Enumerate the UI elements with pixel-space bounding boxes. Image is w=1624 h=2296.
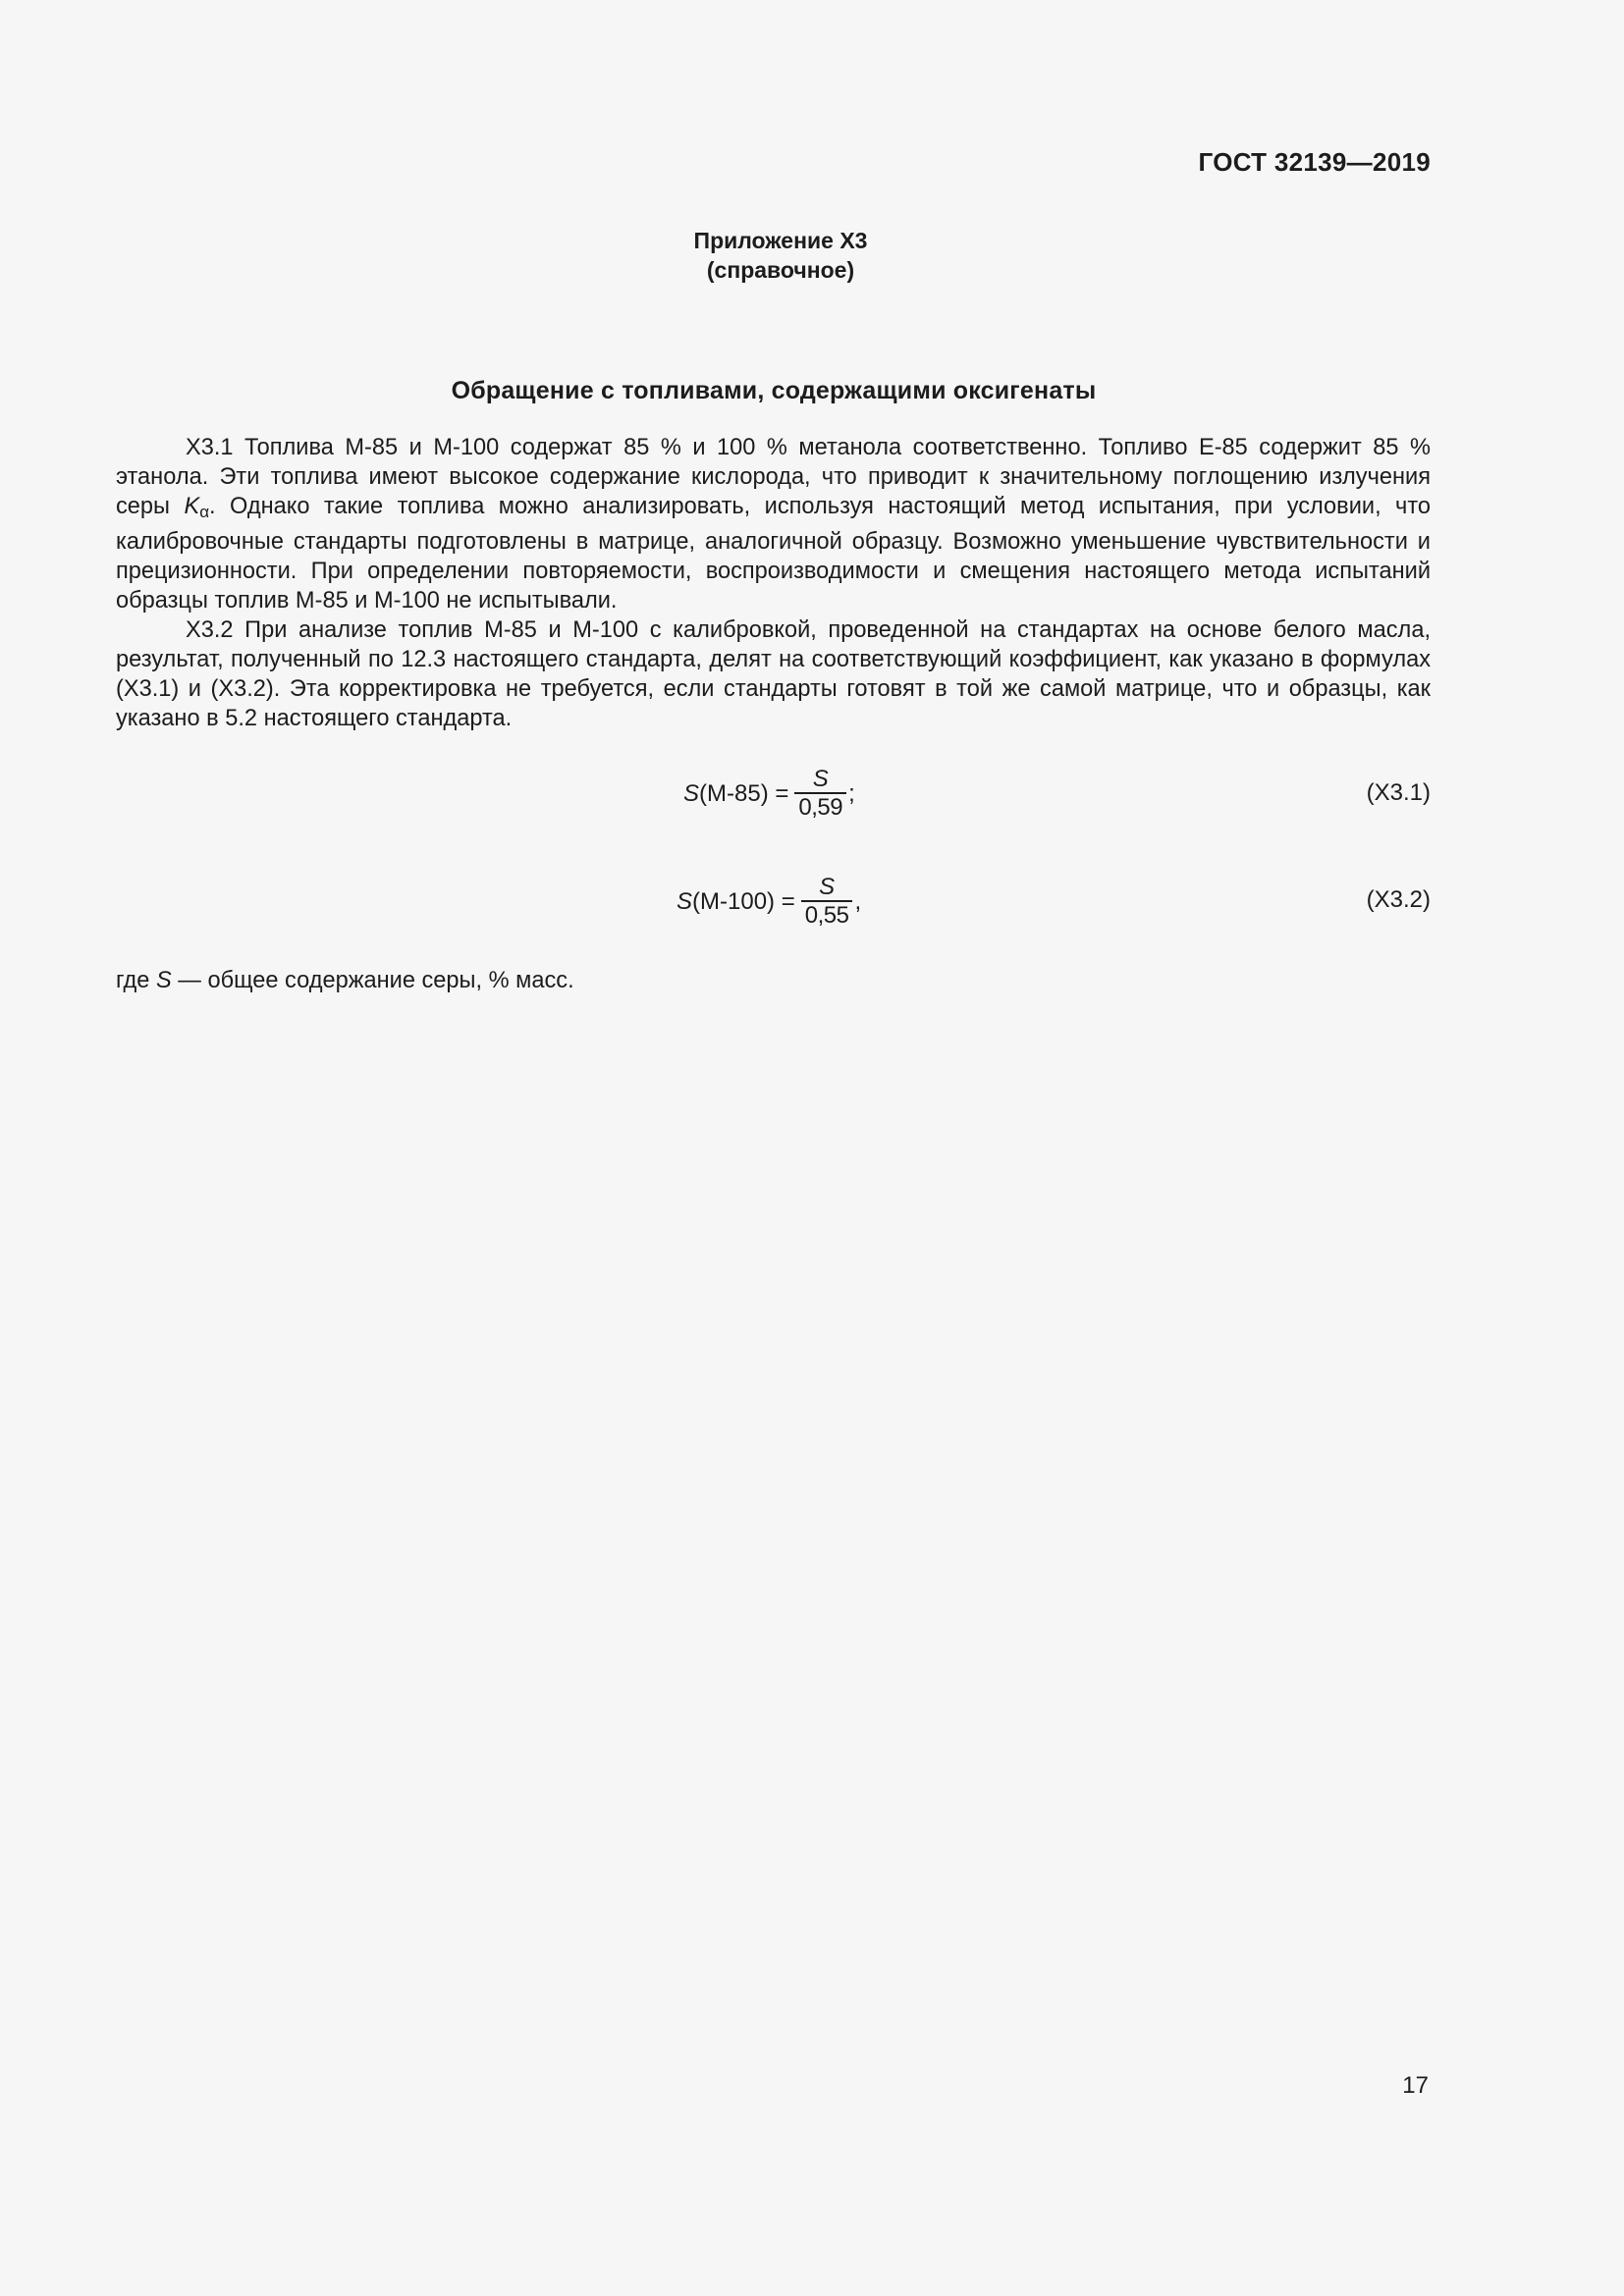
where-prefix: где xyxy=(116,968,156,993)
paragraph-x3-1 xyxy=(116,433,1431,615)
fraction-denominator: 0,59 xyxy=(798,793,843,821)
formula-fraction xyxy=(801,875,853,930)
formula-number-x3-2: (Х3.2) xyxy=(1366,886,1431,913)
formula-trailing-punctuation: ; xyxy=(848,779,855,807)
formula-number-x3-1: (Х3.1) xyxy=(1366,779,1431,806)
fraction-denominator: 0,55 xyxy=(804,901,849,929)
where-symbol: S xyxy=(156,968,172,993)
body-text xyxy=(116,433,1431,733)
paragraph-x3-1-text-start: Х3.1 Топлива М-85 и М-100 содержат 85 % и 100 % метанола соответственно. Топливо Е-85 содержит 85 % этанола. Эти топлива имеют высокое содержание кислорода, что приводит к значительному поглощению излучения серы xyxy=(116,435,1431,519)
formula-trailing-punctuation: , xyxy=(854,887,862,915)
formula-x3-2 xyxy=(677,875,861,930)
section-title: Обращение с топливами, содержащими оксигенаты xyxy=(451,377,1097,404)
formula-lhs-argument: (М-100) = xyxy=(692,887,795,915)
formula-lhs-symbol: S xyxy=(677,887,693,915)
document-code: ГОСТ 32139—2019 xyxy=(1198,147,1431,177)
where-text: — общее содержание серы, % масс. xyxy=(171,968,574,993)
formula-lhs-symbol: S xyxy=(683,779,700,807)
annex-title: Приложение Х3 xyxy=(693,228,868,253)
formula-lhs xyxy=(677,888,795,916)
paragraph-x3-1-text-end: . Однако такие топлива можно анализировать, используя настоящий метод испытания, при условии, что калибровочные стандарты подготовлены в матрице, аналогичной образцу. Возможно уменьшение чувствительности и прецизионности. При определении повторяемости, воспроизводимости и смещения настоящего метода испытаний образцы топлив М-85 и М-100 не испытывали. xyxy=(116,494,1432,614)
fraction-numerator: S xyxy=(819,874,836,900)
fraction-numerator: S xyxy=(812,766,829,792)
alpha-subscript: α xyxy=(199,503,210,521)
where-clause xyxy=(116,968,574,994)
page-number: 17 xyxy=(1402,2072,1429,2099)
paragraph-x3-2: Х3.2 При анализе топлив М-85 и М-100 с калибровкой, проведенной на стандартах на основе белого масла, результат, полученный по 12.3 настоящего стандарта, делят на соответствующий коэффициент, как указано в формулах (Х3.1) и (Х3.2). Эта корректировка не требуется, если стандарты готовят в той же самой матрице, что и образцы, как указано в 5.2 настоящего стандарта. xyxy=(116,617,1431,731)
formula-fraction xyxy=(794,767,846,822)
formula-lhs-argument: (М-85) = xyxy=(699,779,789,807)
formula-x3-1 xyxy=(683,767,855,822)
annex-type: (справочное) xyxy=(706,257,855,283)
formula-lhs xyxy=(683,780,788,808)
k-alpha-symbol: K xyxy=(184,494,200,519)
annex-heading xyxy=(0,226,1561,285)
